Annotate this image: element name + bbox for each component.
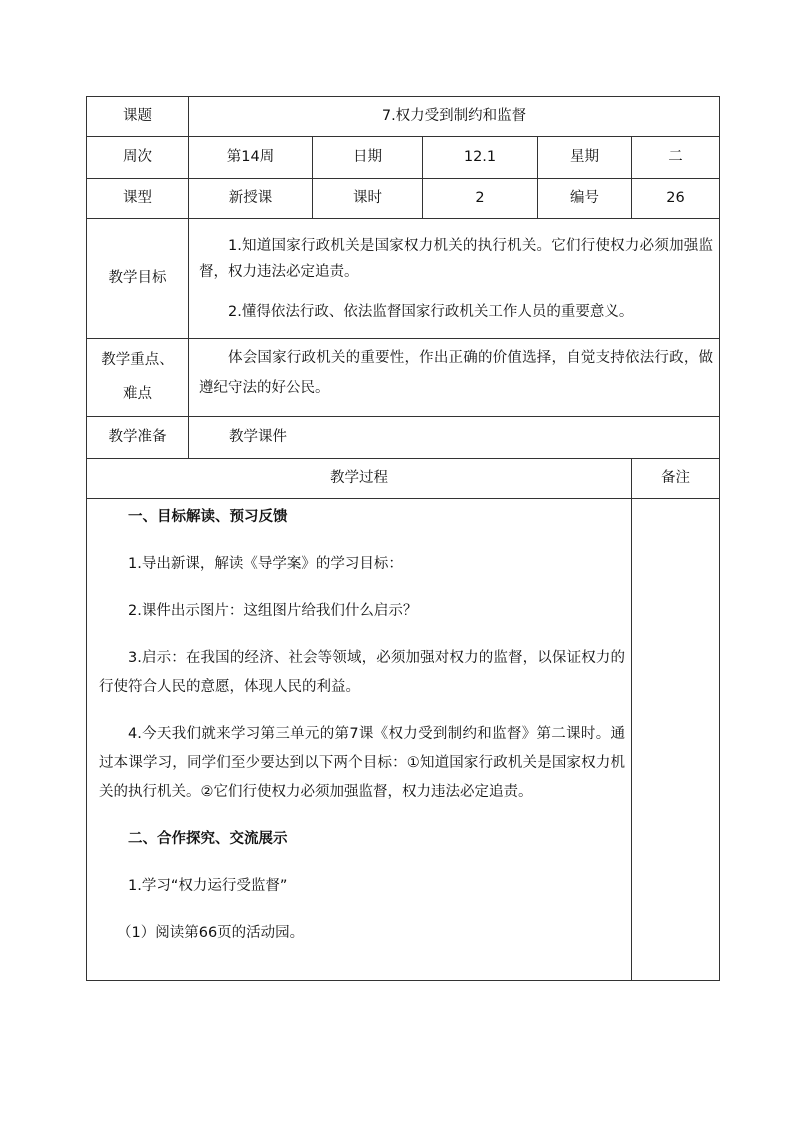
process-content <box>87 499 632 981</box>
weekday-label: 星期 <box>538 137 632 179</box>
prep-text: 教学课件 <box>189 417 720 459</box>
topic-label: 课题 <box>87 97 189 137</box>
remark-header: 备注 <box>632 459 720 499</box>
focus-content <box>189 339 720 417</box>
prep-row <box>87 417 720 459</box>
goals-row <box>87 219 720 339</box>
goals-content <box>189 219 720 339</box>
type-label: 课型 <box>87 179 189 219</box>
topic-value: 7.权力受到制约和监督 <box>189 97 720 137</box>
process-p2: 2.课件出示图片：这组图片给我们什么启示？ <box>128 603 418 619</box>
focus-label-line1: 教学重点、 <box>101 352 174 368</box>
week-row <box>87 137 720 179</box>
process-p3: 3.启示：在我国的经济、社会等领域，必须加强对权力的监督，以保证权力的行使符合人民的意愿，体现人民的利益。 <box>99 650 625 695</box>
process-body-row <box>87 499 720 981</box>
prep-label: 教学准备 <box>87 417 189 459</box>
week-label: 周次 <box>87 137 189 179</box>
date-value: 12.1 <box>423 137 538 179</box>
goal-item-2: 2.懂得依法行政、依法监督国家行政机关工作人员的重要意义。 <box>228 303 634 320</box>
type-value: 新授课 <box>189 179 313 219</box>
lesson-plan-table <box>86 96 720 981</box>
section1-title: 一、目标解读、预习反馈 <box>128 509 288 525</box>
hours-value: 2 <box>423 179 538 219</box>
goals-label: 教学目标 <box>87 219 189 339</box>
process-header-row <box>87 459 720 499</box>
focus-row <box>87 339 720 417</box>
weekday-value: 二 <box>632 137 720 179</box>
focus-label-line2: 难点 <box>123 386 152 402</box>
date-label: 日期 <box>313 137 423 179</box>
focus-label <box>87 339 189 417</box>
focus-text: 体会国家行政机关的重要性，作出正确的价值选择，自觉支持依法行政，做遵纪守法的好公民。 <box>199 350 714 396</box>
type-row <box>87 179 720 219</box>
process-p6: （1）阅读第66页的活动园。 <box>117 925 305 941</box>
process-p1: 1.导出新课，解读《导学案》的学习目标： <box>128 556 403 572</box>
process-header: 教学过程 <box>87 459 632 499</box>
topic-row <box>87 97 720 137</box>
remark-content <box>632 499 720 981</box>
week-value: 第14周 <box>189 137 313 179</box>
section2-title: 二、合作探究、交流展示 <box>128 831 288 847</box>
goal-item-1: 1.知道国家行政机关是国家权力机关的执行机关。它们行使权力必须加强监督，权力违法必定追责。 <box>199 237 714 280</box>
hours-label: 课时 <box>313 179 423 219</box>
process-p4: 4.今天我们就来学习第三单元的第7课《权力受到制约和监督》第二课时。通过本课学习，同学们至少要达到以下两个目标：①知道国家行政机关是国家权力机关的执行机关。②它们行使权力必须加强监督，权力违法必定追责。 <box>99 726 625 800</box>
number-label: 编号 <box>538 179 632 219</box>
process-p5: 1.学习“权力运行受监督” <box>128 878 288 894</box>
number-value: 26 <box>632 179 720 219</box>
